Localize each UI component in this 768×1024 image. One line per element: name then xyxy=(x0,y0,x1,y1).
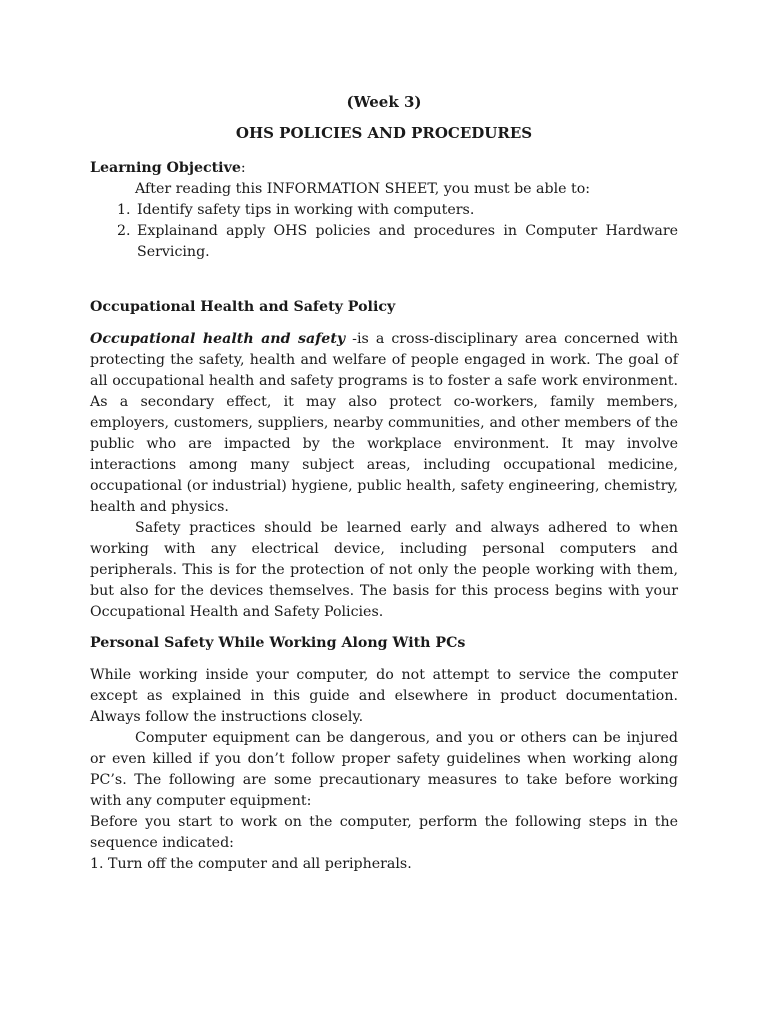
ohs-definition-paragraph xyxy=(90,329,678,518)
objectives-list xyxy=(90,200,678,263)
document-title: OHS POLICIES AND PROCEDURES xyxy=(235,124,533,142)
learning-objective-heading xyxy=(90,158,678,179)
ohs-term: Occupational health and safety xyxy=(90,331,346,347)
ohs-definition-text: -is a cross-disciplinary area concerned with protecting the safety, health and welfare of people engaged in work. The goal of all occupational health and safety programs is to foster a safe work environment. As a secondary effect, it may also protect co-workers, family members, employers, customers, suppliers, nearby communities, and other members of the public who are impacted by the workplace environment. It may involve interactions among many subject areas, including occupational medicine, occupational (or industrial) hygiene, public health, safety engineering, chemistry, health and physics. xyxy=(90,331,679,515)
before-start-paragraph: Before you start to work on the computer, perform the following steps in the sequence indicated: xyxy=(90,814,678,851)
objective-item-2: 2. Explainand apply OHS policies and procedures in Computer Hardware Servicing. xyxy=(135,221,678,263)
working-inside-paragraph: While working inside your computer, do not attempt to service the computer except as explained in this guide and elsewhere in product documentation. Always follow the instructions closely. xyxy=(90,667,678,725)
personal-safety-heading: Personal Safety While Working Along With PCs xyxy=(90,635,466,651)
equipment-danger-paragraph: Computer equipment can be dangerous, and you or others can be injured or even killed if you don’t follow proper safety guidelines when working along PC’s. The following are some precautionary measures to take before working with any computer equipment: xyxy=(90,730,678,809)
learning-objective-colon: : xyxy=(240,160,246,176)
learning-objective-label: Learning Objective xyxy=(90,160,241,176)
learning-objective-intro: After reading this INFORMATION SHEET, you must be able to: xyxy=(135,181,591,197)
week-label: (Week 3) xyxy=(346,93,422,111)
objective-item-1: 1. Identify safety tips in working with computers. xyxy=(135,200,678,221)
document-page xyxy=(90,92,678,875)
step-1: 1. Turn off the computer and all peripherals. xyxy=(90,856,412,872)
ohs-policy-heading: Occupational Health and Safety Policy xyxy=(90,299,396,315)
safety-practices-paragraph: Safety practices should be learned early and always adhered to when working with any electrical device, including personal computers and peripherals. This is for the protection of not only the people working with them, but also for the devices themselves. The basis for this process begins with your Occupational Health and Safety Policies. xyxy=(90,520,678,620)
